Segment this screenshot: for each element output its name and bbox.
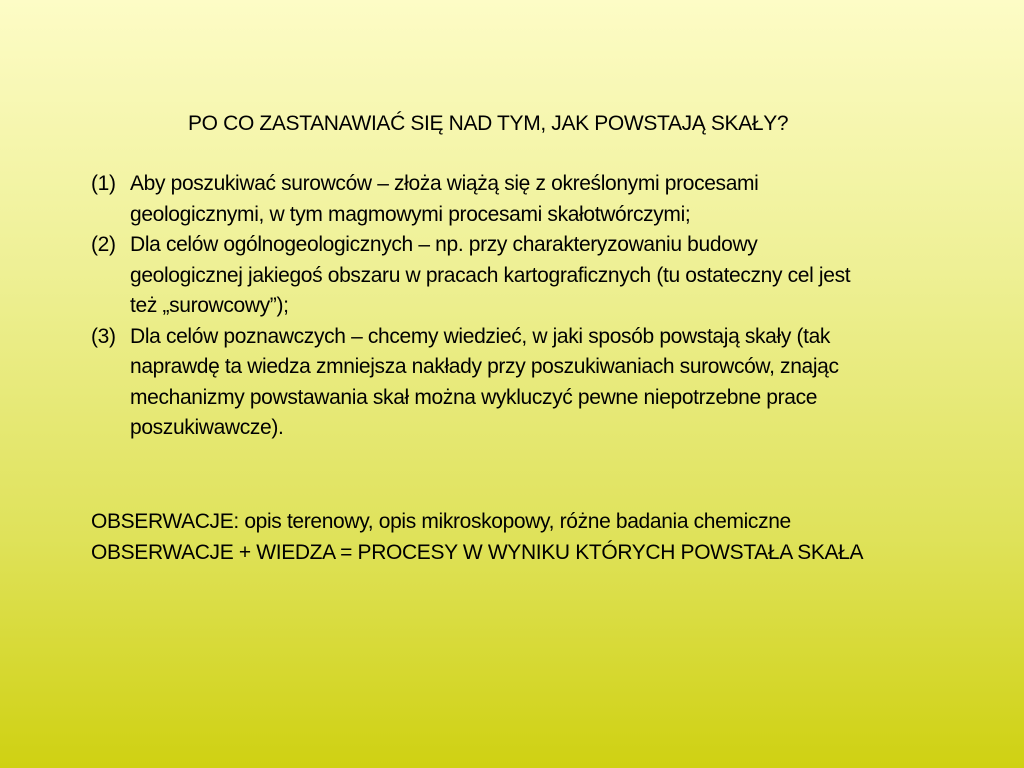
observations-formula-line: OBSERWACJE + WIEDZA = PROCESY W WYNIKU KTÓRYCH POWSTAŁA SKAŁA: [91, 541, 864, 564]
list-item-line: mechanizmy powstawania skał można wykluczyć pewne niepotrzebne prace: [130, 385, 818, 409]
list-item-line: Dla celów ogólnogeologicznych – np. przy charakteryzowaniu budowy: [130, 233, 758, 256]
list-item-line: Dla celów poznawczych – chcemy wiedzieć, w jaki sposób powstają skały (tak: [130, 324, 831, 348]
list-item-line: Aby poszukiwać surowców – złoża wiążą się z określonymi procesami: [130, 172, 759, 195]
list-item-line: poszukiwawcze).: [130, 416, 284, 439]
list-item-3: [91, 322, 931, 444]
list-item-2: [91, 230, 931, 322]
list-item-1: [91, 169, 931, 230]
list-item-line: geologicznej jakiegoś obszaru w pracach kartograficznych (tu ostateczny cel jest: [130, 263, 851, 287]
list-item-line: naprawdę ta wiedza zmniejsza nakłady przy poszukiwaniach surowców, znając: [130, 355, 839, 378]
slide-title: PO CO ZASTANAWIAĆ SIĘ NAD TYM, JAK POWSTAJĄ SKAŁY?: [188, 112, 789, 135]
observations-line: OBSERWACJE: opis terenowy, opis mikroskopowy, różne badania chemiczne: [91, 510, 791, 533]
reasons-list: [91, 169, 931, 444]
observations-block: [91, 506, 991, 568]
list-item-line: geologicznymi, w tym magmowymi procesami skałotwórczymi;: [130, 202, 691, 226]
list-item-number: (1): [91, 172, 116, 195]
list-item-line: też „surowcowy”);: [130, 294, 289, 317]
list-item-number: (2): [91, 233, 116, 256]
list-item-number: (3): [91, 324, 116, 348]
